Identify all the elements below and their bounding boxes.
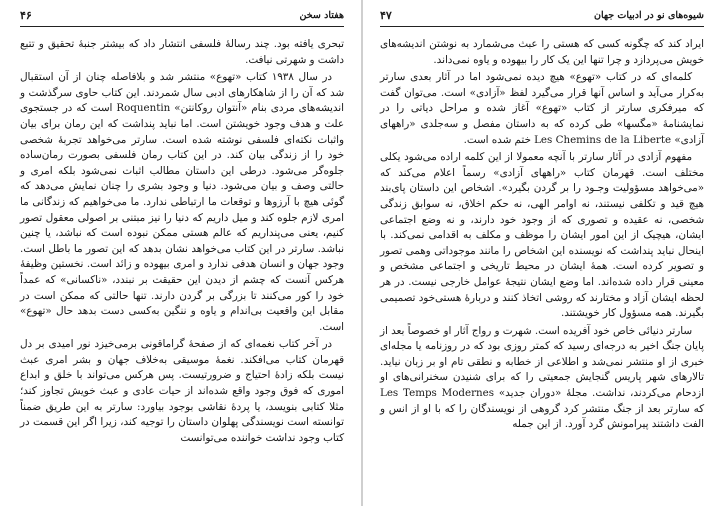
right-page-body [380,37,704,433]
right-running-title: شیوه‌های نو در ادبیات جهان [594,10,704,21]
paragraph: در آخر کتاب نغمه‌ای که از صفحهٔ گراماقونی برمی‌خیزد نور امیدی بر دل قهرمان کتاب می‌افکند. نغمهٔ موسیقی به‌خلاف جهان و بشر امری عبث نیست بلکه زادهٔ احتیاج و ضرورتیست. پس هرکس می‌تواند با خلق و ابداع اموری که فوق وجود واقع شده‌اند از حیات عادی و عبث خویش تجاوز کند؛ مثلا کتابی بنویسد، یا پردهٔ نقاشی بوجود بیاورد: سارتر به این طریق ضمناً توانسته است نویسندگی پهلوان داستان را توجیه کند، زیرا اگر این قسمت در کتاب وجود نداشت خواننده می‌توانست [20,338,344,444]
left-page-body [20,37,344,446]
left-page-header [20,8,344,27]
paragraph: کلمه‌ای که در کتاب «تهوع» هیچ دیده نمی‌شود اما در آثار بعدی سارتر به‌کرار می‌آید و اساس آنها قرار می‌گیرد لفظ «آزادی» است. می‌توان گفت که میرفکری سارتر از کتاب «تهوع» آغاز شده و مراحل دیاتی را در نمایشنامهٔ «مگسها» طی کرده که به داستان مفصل و سه‌جلدی «راههای آزادی» Les Chemins de la Liberte ختم شده است. [380,71,704,146]
paragraph: سارتر دنیائی خاص خود آفریده است. شهرت و رواج آثار او خصوصاً بعد از پایان جنگ اخیر به درجه‌ای رسید که کمتر روزی بود که در روزنامه یا مجله‌ای خبری از او منتشر نمی‌شد و اطلاعی از خطابه و نطقی تام او بر زبان نیاید. تالارهای شهر پاریس گنجایش جمعیتی را که برای شنیدن سخنرانی‌های او ازدحام می‌کردند، نداشت. مجلهٔ «دوران جدید» Les Temps Modernes که سارتر بعد از جنگ منتشر کرد گروهی از نویسندگان را که با او از انس و الفت داشتند پیرامونش گرد آورد. از این جمله [380,324,704,431]
right-page-number: ۴۷ [380,9,392,22]
right-page-header [380,8,704,27]
paragraph: ایراد کند که چگونه کسی که هستی را عبث می‌شمارد به نوشتن اندیشه‌های خویش می‌پردازد و چرا تنها این یک کار را بیهوده و یاوه نمی‌داند. [380,38,704,66]
paragraph: در سال ۱۹۳۸ کتاب «تهوع» منتشر شد و بلافاصله چنان از آن استقبال شد که آن را از شاهکارهای ادبی سال شمردند. این کتاب حاوی سرگذشت و اندیشه‌های مردی بنام «آنتوان روکانتن» Roquentin است که در جستجوی علت و هدف وجود خویشتن است. اما نباید پنداشت که این رمان برای بیان واثبات نکته‌ای فلسفی نوشته شده است. سارتر می‌خواهد تجربهٔ شخصی خود را از زندگی بیان کند. در این کتاب رمان فلسفی بصورت رمان‌ساده جلوه‌گر می‌شود. درطی این داستان مطالب اثبات نمی‌شود بلکه امری و حالتی وصف و بیان می‌شود. دنیا و وجود بشری را چنان نمایش می‌دهد که گوئی هیچ با آرزوها و توقعات ما ارتباطی ندارد. ما می‌خواهیم که زندگانی ما امری لازم جلوه کند و میل داریم که دنیا را نیز مبتنی بر اصولی معقول تصور کنیم، یعنی می‌پنداریم که عالم هستی ممکن نبوده است که نباشد، یا چنین نباشد. سارتر در این کتاب می‌خواهد نشان بدهد که این تصور ما باطل است. وجود جهان و انسان هدفی ندارد و امری بیهوده و زائد است. نخستین وظیفهٔ هرکس آنست که چشم از دیدن این حقیقت بر نبندد، «ناکسانی» که عمداً خود را کور می‌کنند تا بزرگی بر گردن دارند. تنها حالتی که ممکن است در مقابل این واقعیت بی‌اندام و یاوه و ننگین به‌کسی دست بدهد حال «تهوع» است. [20,71,344,333]
paragraph: تبحری یافته بود. چند رسالهٔ فلسفی انتشار داد که بیشتر جنبهٔ تحقیق و تتبع داشت و شهرتی نیافت. [20,38,344,66]
left-running-title: هفتاد سخن [299,10,344,21]
right-page [362,0,724,506]
left-page-number: ۴۶ [20,9,32,22]
paragraph: مفهوم آزادی در آثار سارتر با آنچه معمولا از این کلمه اراده می‌شود یکلی مختلف است. قهرمان کتاب «راههای آزادی» رسماً اعلام می‌کند که «می‌خواهد مسؤولیت وجـود را بر گردن بگیرد». اشخاص این داستان پای‌بند هیچ قید و تکلفی نیستند، نه اوامر الهی، نه حکم اخلاق، نه سوابق زندگی شخصی، نه عقیده و تصوری که از وجود خود دارند، و نه وضع اجتماعی ایشان، هیچیک از این امور ایشان را موظف و مکلف به اقدامی نمی‌کند. با اینحال نباید پنداشت که نویسنده این اشخاص را مانند موجوداتی وهمی تصور و تصویر کرده است. همهٔ ایشان در محیط تاریخی و اجتماعی مشخص و معینی قرار داده شده‌اند. اما وضع ایشان نتیجهٔ عوامل خارجی نیست. در هر لحظه ایشان آزاد و مختارند که روشی اتخاذ کنند و دربارهٔ هستی‌خود تصمیمی بگیرند. همه مسؤول کار خویشتند. [380,151,704,320]
